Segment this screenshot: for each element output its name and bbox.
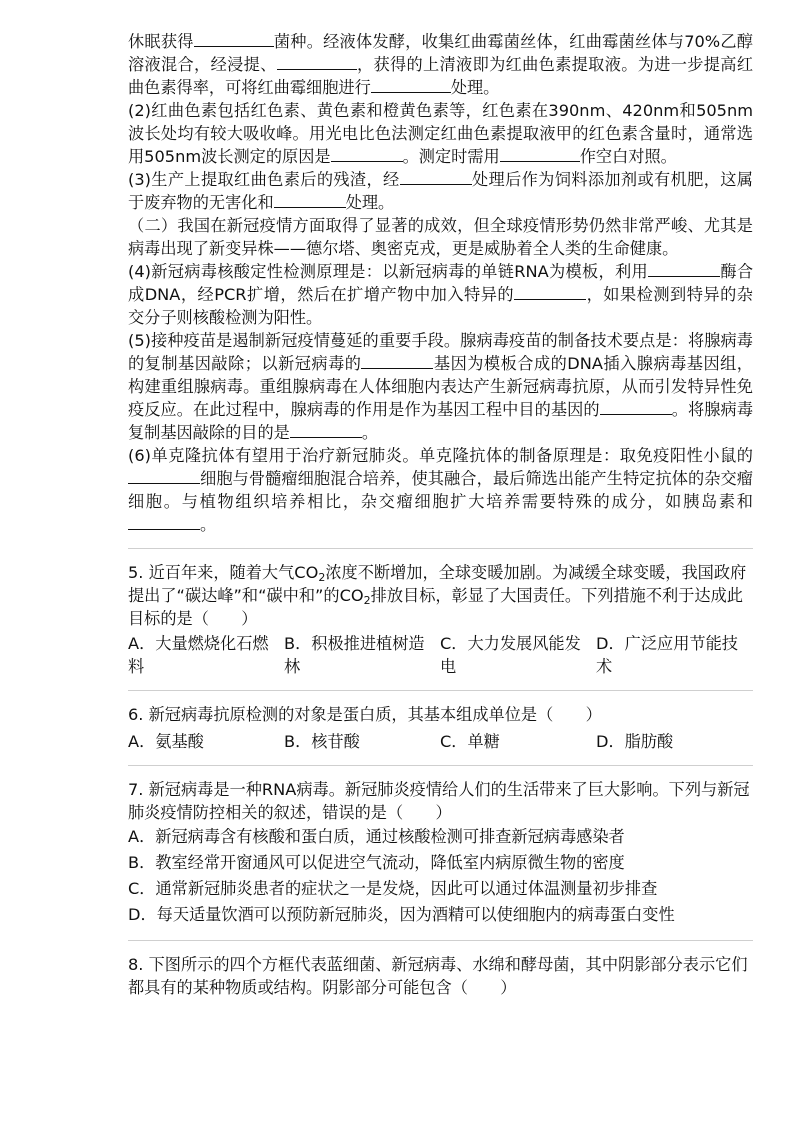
text: 细胞与骨髓瘤细胞混合培养，使其融合，最后筛选出能产生特定抗体的杂交瘤细胞。与植物组织培养相比，杂交瘤细胞扩大培养需要特殊的成分，如胰岛素和 bbox=[128, 469, 753, 511]
option-d[interactable]: D．每天适量饮酒可以预防新冠肺炎，因为酒精可以使细胞内的病毒蛋白变性 bbox=[128, 905, 675, 924]
answer-blank[interactable] bbox=[331, 147, 403, 162]
text: (5)接种疫苗是遏制新冠疫情蔓延的重要手段。腺病毒疫苗的制备技术要点是：将腺病毒的复制基因敲除；以新冠病毒的 bbox=[128, 331, 753, 373]
text: 处理。 bbox=[450, 78, 500, 97]
question-7 bbox=[128, 778, 753, 928]
text: 基因为模板合成的DNA插入腺病毒基因组，构建重组腺病毒。重组腺病毒在人体细胞内表达产生新冠病毒抗原，从而引发特异性免疫反应。在此过程中，腺病毒的作用是作为基因工程中目的基因的 bbox=[128, 354, 753, 419]
text: 。 bbox=[200, 515, 217, 534]
option-c[interactable]: C．单糖 bbox=[440, 732, 500, 751]
question-5 bbox=[128, 561, 753, 678]
question-stem bbox=[128, 561, 753, 630]
option-c[interactable]: C．通常新冠肺炎患者的症状之一是发烧，因此可以通过体温测量初步排查 bbox=[128, 879, 658, 898]
subscript: 2 bbox=[363, 594, 371, 607]
section-2-intro: （二）我国在新冠疫情方面取得了显著的成效，但全球疫情形势仍然非常严峻、尤其是病毒出现了新变异株——德尔塔、奥密克戎，更是威胁着全人类的生命健康。 bbox=[128, 216, 753, 258]
divider bbox=[128, 765, 753, 766]
text: (2)红曲色素包括红色素、黄色素和橙黄色素等，红色素在390nm、420nm和505nm波长处均有较大吸收峰。用光电比色法测定红曲色素提取液甲的红色素含量时，通常选用505nm波长测定的原因是 bbox=[128, 101, 753, 166]
answer-blank[interactable] bbox=[128, 469, 200, 484]
text: 菌种。经液体发酵，收集红曲霉菌丝体，红曲霉菌丝体与70%乙醇溶液混合，经浸提、 bbox=[128, 32, 753, 74]
option-a[interactable]: A．新冠病毒含有核酸和蛋白质，通过核酸检测可排查新冠病毒感染者 bbox=[128, 827, 625, 846]
text: 作空白对照。 bbox=[579, 147, 677, 166]
answer-blank[interactable] bbox=[600, 400, 672, 415]
option-b[interactable]: B．核苷酸 bbox=[284, 732, 360, 751]
question-stem: 8. 下图所示的四个方框代表蓝细菌、新冠病毒、水绵和酵母菌，其中阴影部分表示它们都具有的某种物质或结构。阴影部分可能包含（ ） bbox=[128, 955, 748, 997]
answer-blank[interactable] bbox=[290, 423, 362, 438]
options bbox=[128, 824, 753, 928]
answer-blank[interactable] bbox=[361, 354, 433, 369]
option-b[interactable]: B．积极推进植树造林 bbox=[284, 634, 425, 676]
divider bbox=[128, 940, 753, 941]
paragraph-1 bbox=[128, 30, 753, 99]
answer-blank[interactable] bbox=[194, 32, 274, 47]
answer-blank[interactable] bbox=[400, 170, 472, 185]
text: (4)新冠病毒核酸定性检测原理是：以新冠病毒的单链RNA为模板，利用 bbox=[128, 262, 648, 281]
question-stem: 7. 新冠病毒是一种RNA病毒。新冠肺炎疫情给人们的生活带来了巨大影响。下列与新冠肺炎疫情防控相关的叙述，错误的是（ ） bbox=[128, 780, 750, 822]
divider bbox=[128, 548, 753, 549]
answer-blank[interactable] bbox=[514, 285, 586, 300]
text: (3)生产上提取红曲色素后的残渣，经 bbox=[128, 170, 400, 189]
paragraph-4 bbox=[128, 260, 753, 329]
text: 处理后作为饲料添加剂或有机肥，这属于废弃物的无害化和 bbox=[128, 170, 753, 212]
paragraph-2 bbox=[128, 99, 753, 168]
question-stem: 6. 新冠病毒抗原检测的对象是蛋白质，其基本组成单位是（ ） bbox=[128, 705, 602, 724]
text: 浓度不断增加，全球变暖加剧。为减缓全球变暖，我国政府提出了“碳达峰”和“碳中和”的CO bbox=[128, 563, 747, 605]
text: 。 bbox=[361, 423, 379, 442]
option-d[interactable]: D．脂肪酸 bbox=[596, 732, 674, 751]
options bbox=[128, 632, 753, 678]
question-8 bbox=[128, 953, 753, 999]
option-a[interactable]: A．氨基酸 bbox=[128, 732, 204, 751]
options bbox=[128, 730, 753, 753]
option-c[interactable]: C．大力发展风能发电 bbox=[440, 634, 581, 676]
text: 酶合成DNA，经PCR扩增，然后在扩增产物中加入特异的 bbox=[128, 262, 754, 304]
text: 处理。 bbox=[345, 193, 395, 212]
exam-page bbox=[128, 30, 753, 999]
text: 。将腺病毒复制基因敲除的目的是 bbox=[128, 400, 754, 442]
paragraph-5 bbox=[128, 329, 753, 444]
answer-blank[interactable] bbox=[277, 55, 357, 70]
answer-blank[interactable] bbox=[128, 515, 200, 530]
text: 排放目标，彰显了大国责任。下列措施不利于达成此目标的是（ ） bbox=[128, 586, 743, 628]
question-6 bbox=[128, 703, 753, 753]
text: 休眠获得 bbox=[128, 32, 194, 51]
paragraph-3 bbox=[128, 168, 753, 214]
answer-blank[interactable] bbox=[648, 262, 720, 277]
answer-blank[interactable] bbox=[500, 147, 580, 162]
option-d[interactable]: D．广泛应用节能技术 bbox=[596, 634, 738, 676]
text: ，如果检测到特异的杂交分子则核酸检测为阳性。 bbox=[128, 285, 753, 327]
option-a[interactable]: A．大量燃烧化石燃料 bbox=[128, 634, 269, 676]
divider bbox=[128, 690, 753, 691]
option-b[interactable]: B．教室经常开窗通风可以促进空气流动，降低室内病原微生物的密度 bbox=[128, 853, 625, 872]
text: (6)单克隆抗体有望用于治疗新冠肺炎。单克隆抗体的制备原理是：取免疫阳性小鼠的 bbox=[128, 446, 753, 465]
text: 5. 近百年来，随着大气CO bbox=[128, 563, 319, 582]
subscript: 2 bbox=[318, 571, 326, 584]
answer-blank[interactable] bbox=[274, 193, 346, 208]
text: 。测定时需用 bbox=[402, 147, 500, 166]
paragraph-6 bbox=[128, 444, 753, 536]
answer-blank[interactable] bbox=[371, 78, 451, 93]
text: ，获得的上清液即为红曲色素提取液。为进一步提高红曲色素得率，可将红曲霉细胞进行 bbox=[128, 55, 754, 97]
